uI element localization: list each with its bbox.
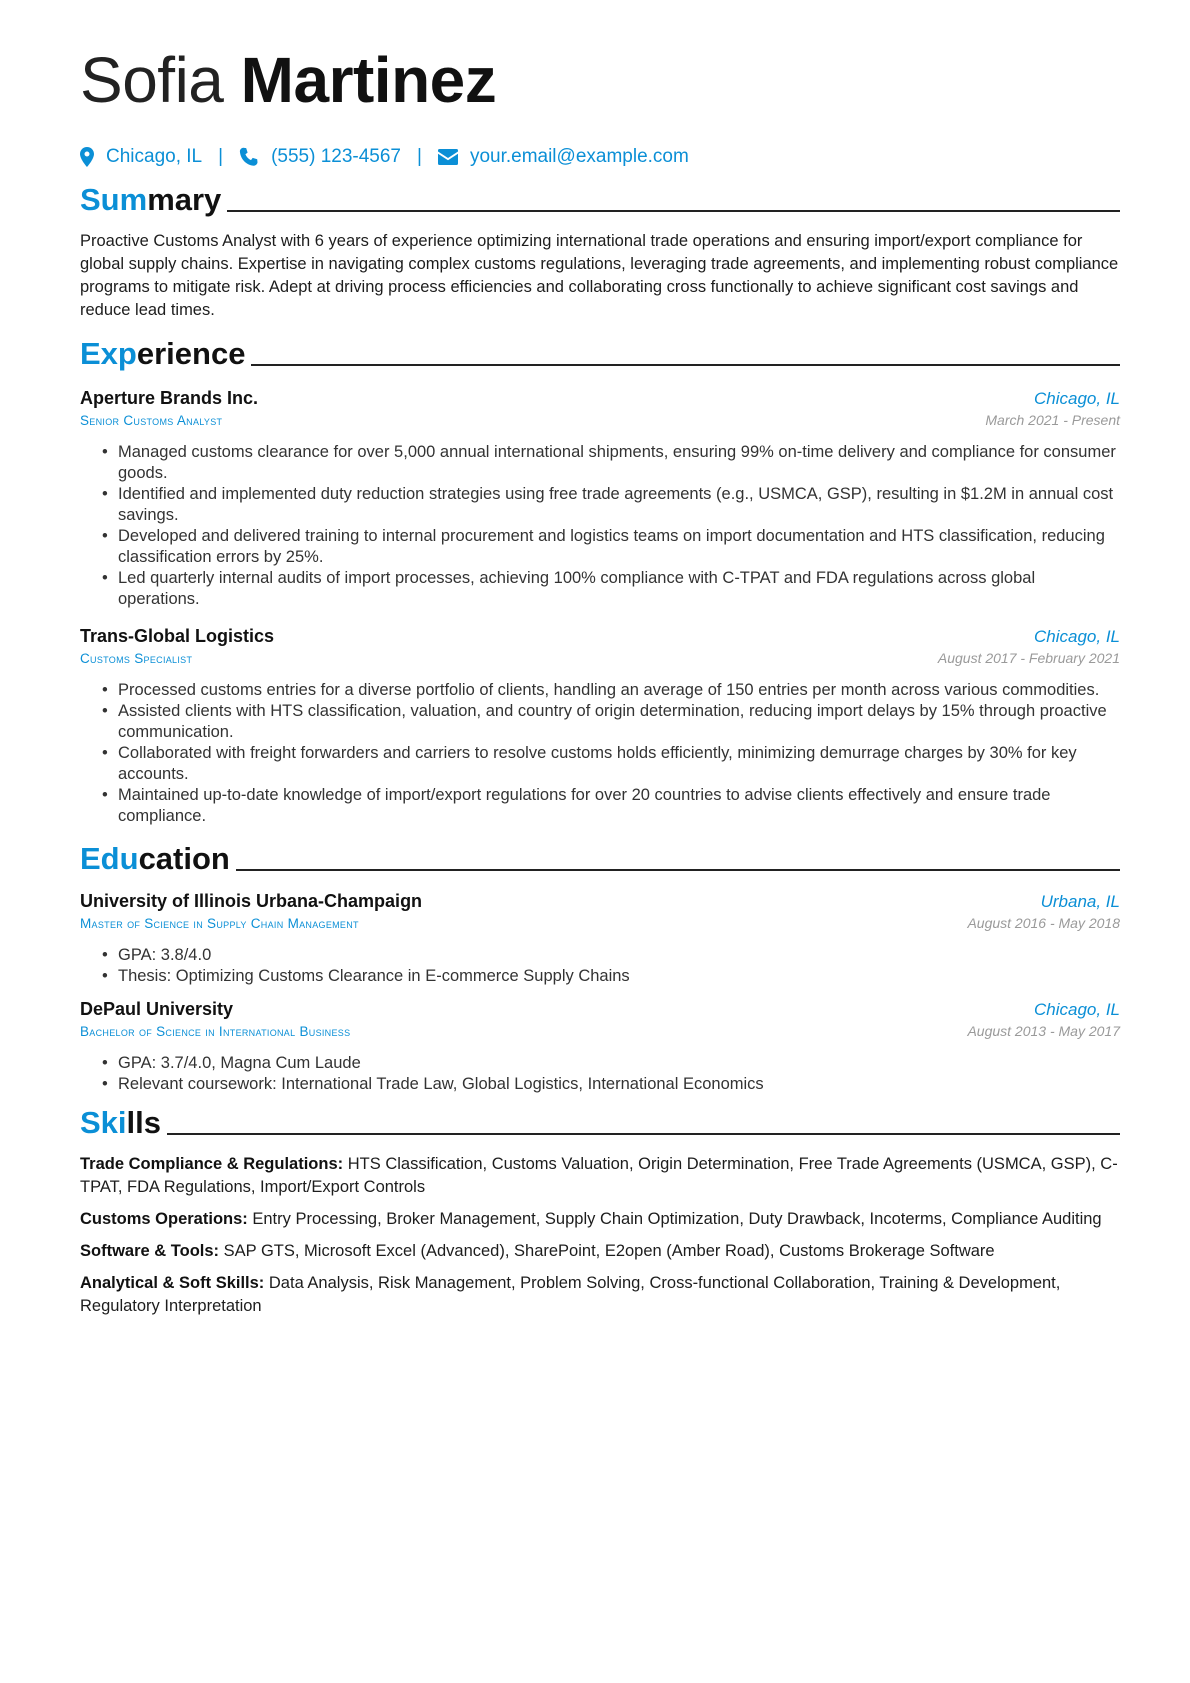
entry-dates: August 2013 - May 2017 [967, 1023, 1120, 1039]
skill-items: Data Analysis, Risk Management, Problem Solving, Cross-functional Collaboration, Training & Development, Regulatory Interpretation [80, 1274, 1061, 1315]
bullet-list [80, 442, 1120, 610]
bullet-list [80, 1053, 1120, 1095]
bullet-list [80, 680, 1120, 827]
list-item: • Maintained up-to-date knowledge of import/export regulations for over 20 countries to advise clients effectively and ensure trade compliance. [102, 785, 1120, 827]
section-rule [227, 210, 1120, 212]
education-entry [80, 999, 1120, 1095]
skill-label: Customs Operations: [80, 1210, 248, 1228]
degree-title: Master of Science in Supply Chain Management [80, 916, 359, 931]
skill-items: HTS Classification, Customs Valuation, Origin Determination, Free Trade Agreements (USMCA, GSP), C-TPAT, FDA Regulations, Import/Export Controls [80, 1155, 1118, 1196]
school-name: DePaul University [80, 999, 234, 1019]
contact-phone[interactable] [239, 146, 401, 168]
envelope-icon [438, 149, 470, 165]
section-rule [167, 1133, 1120, 1135]
resume-page [80, 40, 1120, 1318]
skill-group [80, 1208, 1120, 1231]
degree-title: Bachelor of Science in International Business [80, 1024, 351, 1039]
education-heading [80, 837, 1120, 877]
list-item: • Developed and delivered training to internal procurement and logistics teams on import documentation and HTS classification, reducing classification errors by 25%. [102, 526, 1120, 568]
skill-items: Entry Processing, Broker Management, Supply Chain Optimization, Duty Drawback, Incoterms, Compliance Auditing [252, 1210, 1102, 1228]
skill-label: Software & Tools: [80, 1242, 220, 1260]
entry-dates: August 2016 - May 2018 [967, 915, 1120, 931]
email-link: your.email@example.com [469, 146, 689, 167]
contact-bar [80, 144, 1120, 170]
entry-dates: March 2021 - Present [985, 412, 1120, 428]
summary-heading [80, 178, 1120, 218]
job-title: Customs Specialist [80, 651, 193, 666]
phone-icon [239, 147, 271, 167]
list-item: • Thesis: Optimizing Customs Clearance in E-commerce Supply Chains [102, 966, 1120, 987]
phone-text: (555) 123-4567 [271, 146, 401, 167]
list-item: • Relevant coursework: International Trade Law, Global Logistics, International Economics [102, 1074, 1120, 1095]
experience-section [80, 332, 1120, 827]
map-pin-icon [80, 147, 106, 167]
bullet-list [80, 945, 1120, 987]
section-title: Experience [80, 336, 246, 371]
company-name: Aperture Brands Inc. [80, 388, 259, 408]
contact-separator: | [218, 146, 224, 167]
section-title: Skills [80, 1105, 161, 1140]
skill-label: Analytical & Soft Skills: [80, 1274, 265, 1292]
experience-entry [80, 626, 1120, 827]
list-item: • Collaborated with freight forwarders and carriers to resolve customs holds efficiently, minimizing demurrage charges by 30% for key accounts. [102, 743, 1120, 785]
section-rule [236, 869, 1120, 871]
list-item: • Led quarterly internal audits of import processes, achieving 100% compliance with C-TPAT and FDA regulations across global operations. [102, 568, 1120, 610]
list-item: • Managed customs clearance for over 5,000 annual international shipments, ensuring 99% on-time delivery and compliance for consumer goods. [102, 442, 1120, 484]
experience-entry [80, 388, 1120, 610]
location-text: Chicago, IL [106, 146, 203, 167]
skills-heading [80, 1101, 1120, 1141]
skill-group [80, 1240, 1120, 1263]
contact-separator: | [417, 146, 422, 167]
skill-label: Trade Compliance & Regulations: [80, 1155, 344, 1173]
skills-section [80, 1101, 1120, 1318]
experience-heading [80, 332, 1120, 372]
entry-dates: August 2017 - February 2021 [937, 650, 1120, 666]
contact-email[interactable] [438, 146, 689, 168]
summary-section [80, 178, 1120, 322]
skill-group [80, 1153, 1120, 1199]
section-title: Education [80, 841, 230, 876]
entry-location: Chicago, IL [1034, 627, 1120, 646]
first-name: Sofia [80, 44, 224, 116]
contact-location [80, 146, 202, 168]
list-item: • Processed customs entries for a diverse portfolio of clients, handling an average of 150 entries per month across various commodities. [102, 680, 1120, 701]
section-title: Summary [80, 182, 222, 217]
entry-location: Chicago, IL [1034, 1000, 1120, 1019]
education-section [80, 837, 1120, 1095]
school-name: University of Illinois Urbana-Champaign [80, 891, 423, 911]
company-name: Trans-Global Logistics [80, 626, 275, 646]
entry-location: Urbana, IL [1040, 892, 1120, 911]
list-item: • Identified and implemented duty reduction strategies using free trade agreements (e.g., USMCA, GSP), resulting in $1.2M in annual cost savings. [102, 484, 1120, 526]
skill-items: SAP GTS, Microsoft Excel (Advanced), SharePoint, E2open (Amber Road), Customs Brokerage Software [223, 1242, 995, 1260]
last-name: Martinez [240, 44, 497, 116]
candidate-name [80, 40, 1120, 120]
section-rule [251, 364, 1120, 366]
list-item: • GPA: 3.8/4.0 [102, 945, 1120, 966]
list-item: • Assisted clients with HTS classification, valuation, and country of origin determination, reducing import delays by 15% through proactive communication. [102, 701, 1120, 743]
summary-text: Proactive Customs Analyst with 6 years of experience optimizing international trade operations and ensuring import/export compliance for global supply chains. Expertise in navigating complex customs regulations, leveraging trade agreements, and implementing robust compliance programs to mitigate risk. Adept at driving process efficiencies and collaborating cross functionally to achieve significant cost savings and reduce lead times. [80, 232, 1119, 319]
job-title: Senior Customs Analyst [80, 413, 223, 428]
skill-group [80, 1272, 1120, 1318]
entry-location: Chicago, IL [1034, 389, 1120, 408]
list-item: • GPA: 3.7/4.0, Magna Cum Laude [102, 1053, 1120, 1074]
education-entry [80, 891, 1120, 987]
